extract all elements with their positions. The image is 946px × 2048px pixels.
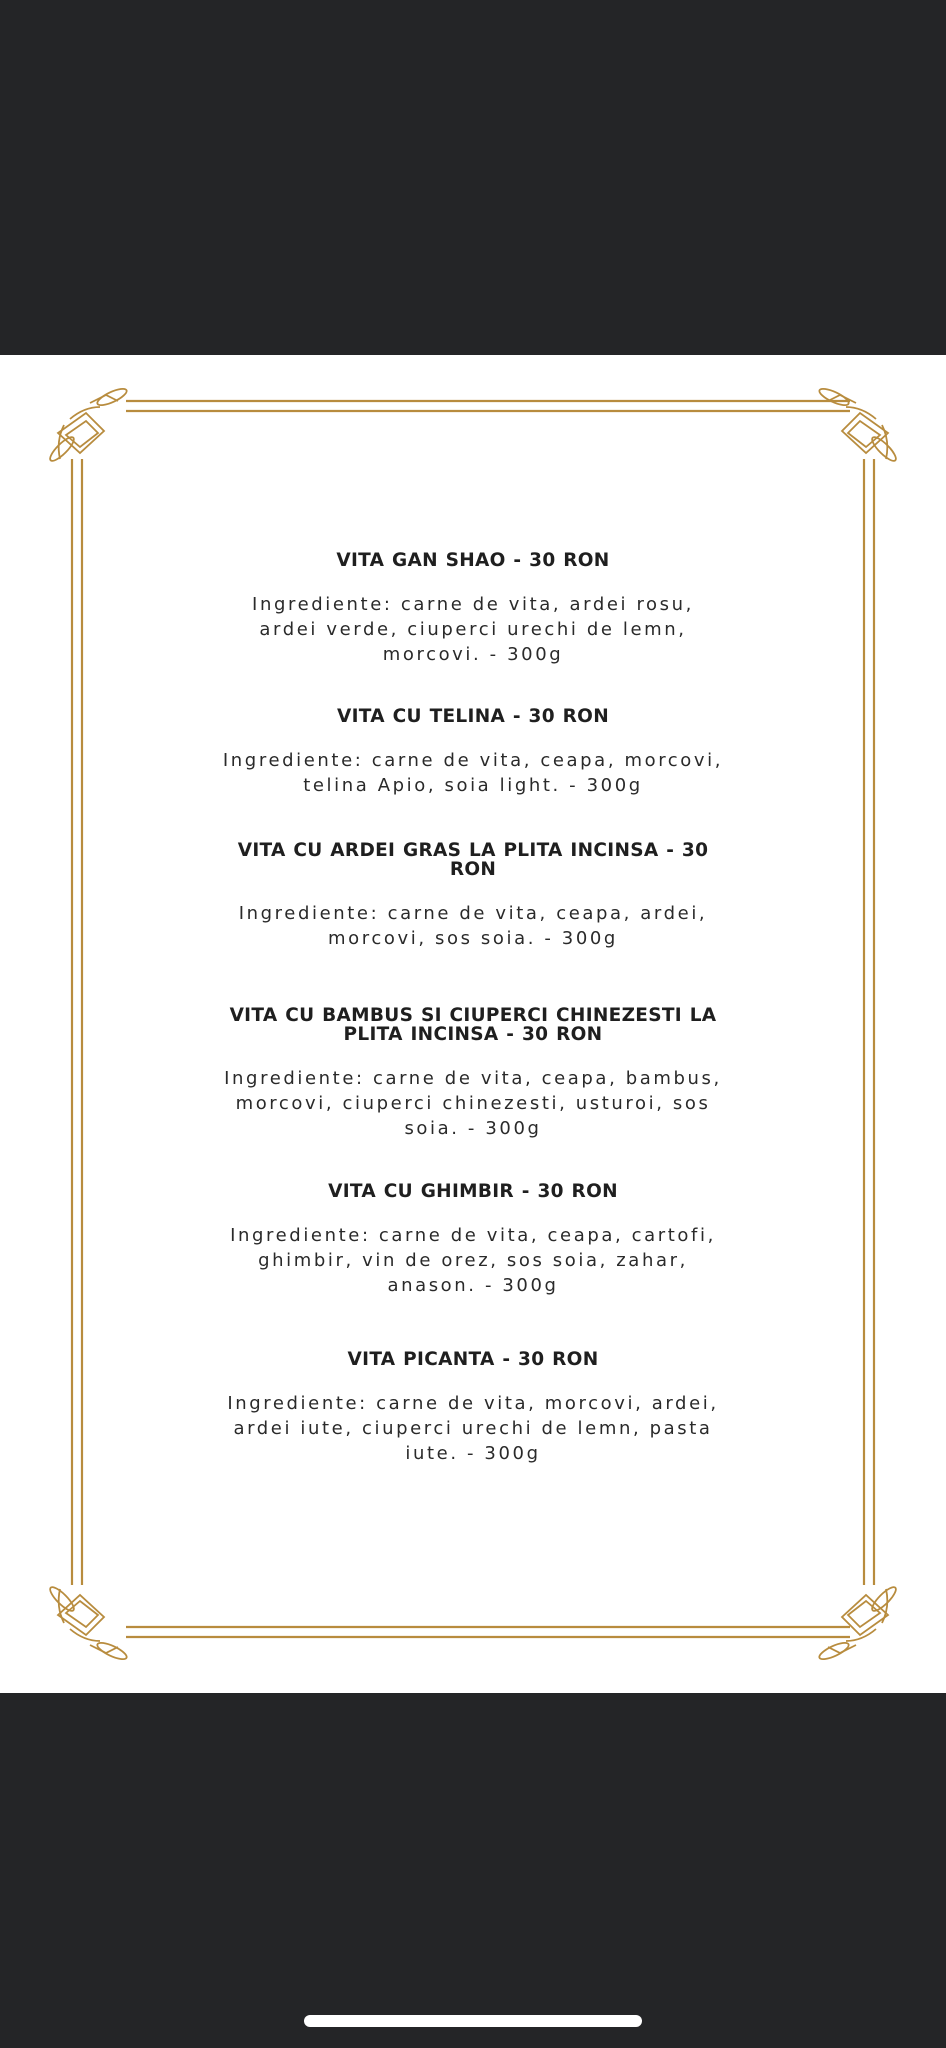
- menu-item-description: Ingrediente: carne de vita, ceapa, cartofi, ghimbir, vin de orez, sos soia, zahar, anason. - 300g: [230, 1225, 716, 1296]
- menu-item-description: Ingrediente: carne de vita, ceapa, ardei, morcovi, sos soia. - 300g: [238, 903, 708, 949]
- menu-item-title: VITA CU GHIMBIR - 30 RON: [328, 1181, 618, 1202]
- corner-ornament-bottom-right: [817, 1584, 898, 1662]
- menu-item: [220, 551, 726, 667]
- menu-item-title: VITA CU TELINA - 30 RON: [336, 706, 609, 727]
- menu-item: [220, 1350, 726, 1466]
- menu-item-description: Ingrediente: carne de vita, ceapa, morcovi, telina Apio, soia light. - 300g: [222, 750, 724, 796]
- menu-item-description: Ingrediente: carne de vita, ardei rosu, ardei verde, ciuperci urechi de lemn, morcovi. - 300g: [252, 594, 694, 665]
- menu-item-title: VITA CU ARDEI GRAS LA PLITA INCINSA - 30 RON: [237, 840, 709, 880]
- menu-item-title: VITA GAN SHAO - 30 RON: [336, 550, 610, 571]
- menu-item: [220, 1006, 726, 1141]
- menu-page: [0, 355, 946, 1693]
- menu-item-title: VITA CU BAMBUS SI CIUPERCI CHINEZESTI LA PLITA INCINSA - 30 RON: [229, 1005, 717, 1045]
- corner-ornament-bottom-left: [47, 1584, 128, 1662]
- menu-item-description: Ingrediente: carne de vita, ceapa, bambus, morcovi, ciuperci chinezesti, usturoi, sos soia. - 300g: [224, 1068, 722, 1139]
- corner-ornament-top-left: [47, 386, 128, 464]
- menu-item-description: Ingrediente: carne de vita, morcovi, ardei, ardei iute, ciuperci urechi de lemn, pasta iute. - 300g: [227, 1393, 719, 1464]
- menu-item: [220, 707, 726, 798]
- corner-ornament-top-right: [817, 386, 898, 464]
- menu-item: [220, 1182, 726, 1298]
- menu-item: [220, 841, 726, 951]
- menu-item-title: VITA PICANTA - 30 RON: [347, 1349, 599, 1370]
- home-indicator[interactable]: [304, 2015, 642, 2027]
